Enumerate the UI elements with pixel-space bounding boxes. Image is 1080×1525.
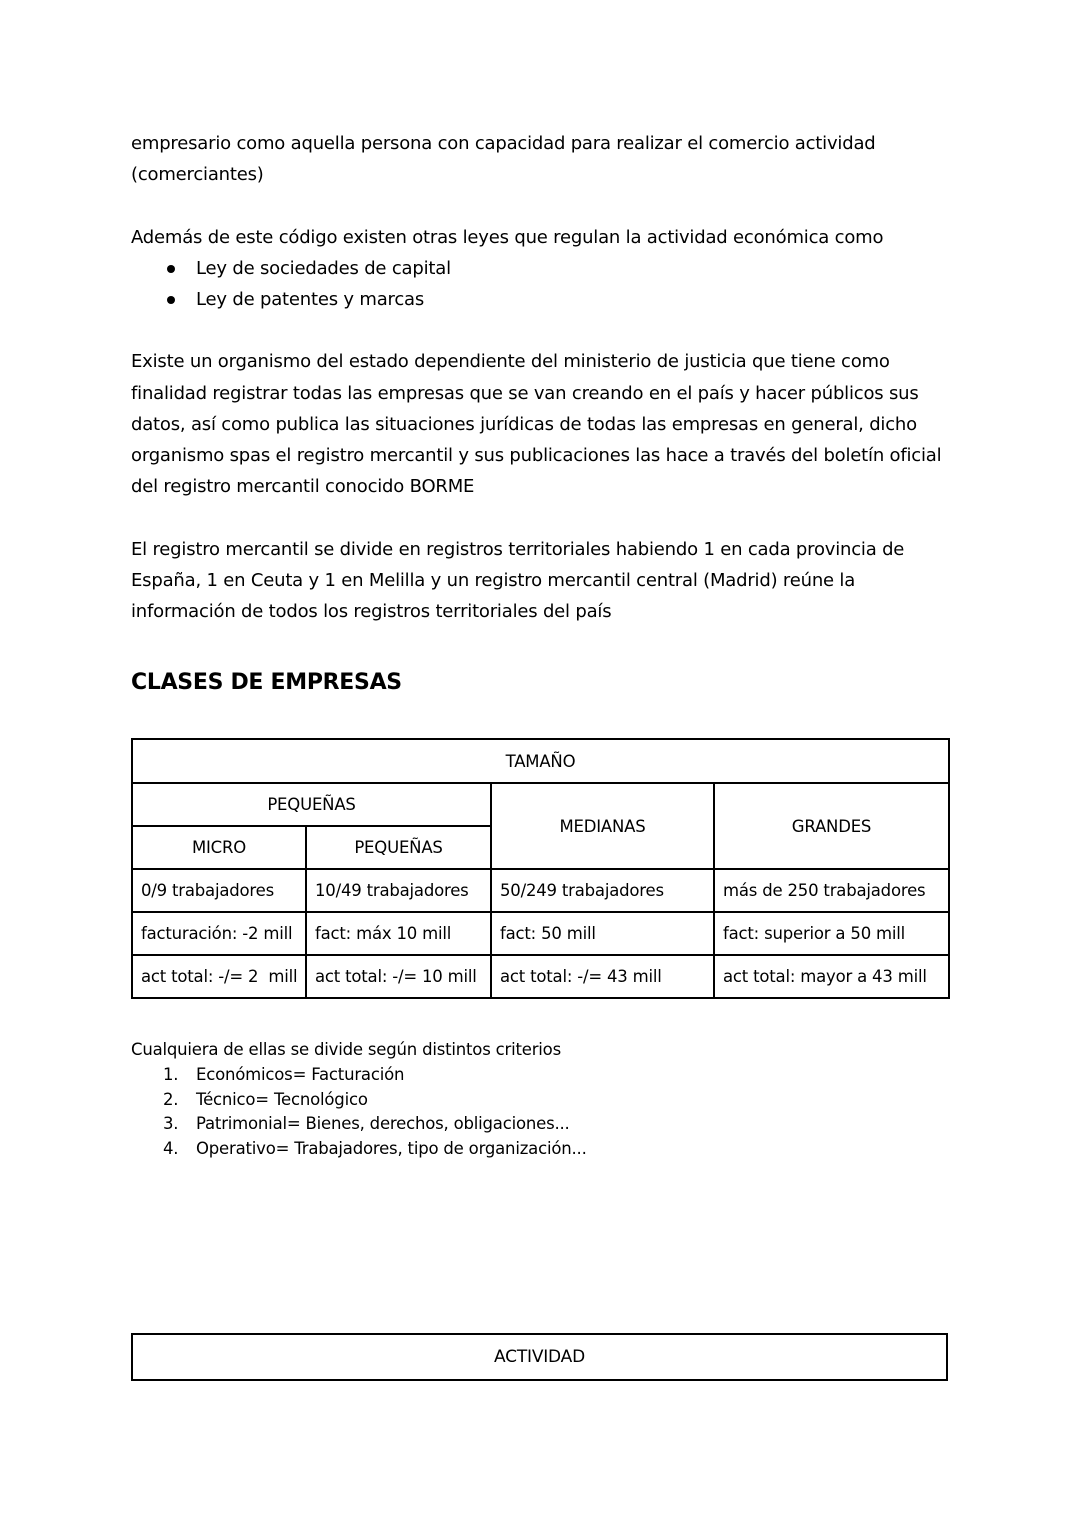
list-item-text: Patrimonial= Bienes, derechos, obligaciones...: [196, 1114, 570, 1134]
table-cell: 10/49 trabajadores: [306, 869, 491, 912]
paragraph-line: empresario como aquella persona con capacidad para realizar el comercio actividad: [131, 133, 876, 154]
table-cell: act total: -/= 2 mill: [132, 955, 306, 998]
list-item: [131, 1112, 587, 1137]
table-cell: 0/9 trabajadores: [132, 869, 306, 912]
paragraph-line: organismo spas el registro mercantil y sus publicaciones las hace a través del boletín oficial: [131, 445, 942, 466]
list-item: [131, 253, 951, 284]
table-title-row: [132, 739, 949, 783]
header-pequenas: PEQUEÑAS: [306, 826, 491, 869]
table-cell: act total: mayor a 43 mill: [714, 955, 949, 998]
table-cell: fact: máx 10 mill: [306, 912, 491, 955]
paragraph-line: datos, así como publica las situaciones jurídicas de todas las empresas en general, dicho: [131, 413, 917, 435]
list-number: 4.: [163, 1139, 179, 1159]
list-item: [131, 1137, 587, 1162]
table-header-row: [132, 783, 949, 826]
activity-label: ACTIVIDAD: [494, 1347, 585, 1367]
list-number: 1.: [163, 1064, 179, 1084]
paragraph-line: (comerciantes): [131, 164, 264, 186]
paragraph-line: El registro mercantil se divide en registros territoriales habiendo 1 en cada provincia de: [131, 538, 905, 560]
list-item: [131, 1063, 587, 1088]
header-grandes: GRANDES: [714, 783, 949, 869]
section-heading: CLASES DE EMPRESAS: [131, 670, 402, 695]
paragraph-intro: Además de este código existen otras leyes que regulan la actividad económica como: [131, 226, 884, 248]
paragraph-line: España, 1 en Ceuta y 1 en Melilla y un registro mercantil central (Madrid) reúne la: [131, 569, 856, 591]
table-title-cell: TAMAÑO: [132, 739, 949, 783]
table-cell: fact: superior a 50 mill: [714, 912, 949, 955]
header-pequenas-group: PEQUEÑAS: [132, 783, 491, 826]
list-item-text: Económicos= Facturación: [196, 1064, 405, 1084]
list-item-text: Ley de patentes y marcas: [196, 289, 425, 310]
header-medianas: MEDIANAS: [491, 783, 714, 869]
bullet-icon: [167, 265, 175, 273]
criteria-list: [131, 1063, 587, 1162]
table-row: [132, 869, 949, 912]
list-item-text: Operativo= Trabajadores, tipo de organización...: [196, 1139, 587, 1159]
header-micro: MICRO: [132, 826, 306, 869]
table-row: [132, 912, 949, 955]
list-number: 3.: [163, 1114, 179, 1134]
table-cell: fact: 50 mill: [491, 912, 714, 955]
table-cell: act total: -/= 43 mill: [491, 955, 714, 998]
table-cell: más de 250 trabajadores: [714, 869, 949, 912]
paragraph-line: Existe un organismo del estado dependiente del ministerio de justicia que tiene como: [131, 351, 890, 373]
list-item: [131, 284, 951, 315]
activity-table-header: [131, 1333, 948, 1381]
document-body: [131, 128, 951, 627]
paragraph-line: finalidad registrar todas las empresas que se van creando en el país y hacer públicos sus: [131, 382, 919, 404]
list-item-text: Técnico= Tecnológico: [196, 1089, 368, 1109]
table-cell: 50/249 trabajadores: [491, 869, 714, 912]
table-cell: facturación: -2 mill: [132, 912, 306, 955]
table-row: [132, 955, 949, 998]
list-number: 2.: [163, 1089, 179, 1109]
table-cell: act total: -/= 10 mill: [306, 955, 491, 998]
bullet-icon: [167, 296, 175, 304]
laws-bullet-list: [131, 253, 951, 315]
paragraph-line: del registro mercantil conocido BORME: [131, 476, 475, 498]
criteria-section: [131, 1038, 587, 1162]
paragraph-line: información de todos los registros territoriales del país: [131, 601, 612, 622]
company-size-table: [131, 738, 950, 999]
criteria-intro: Cualquiera de ellas se divide según distintos criterios: [131, 1040, 561, 1059]
list-item-text: Ley de sociedades de capital: [196, 257, 451, 279]
list-item: [131, 1088, 587, 1113]
